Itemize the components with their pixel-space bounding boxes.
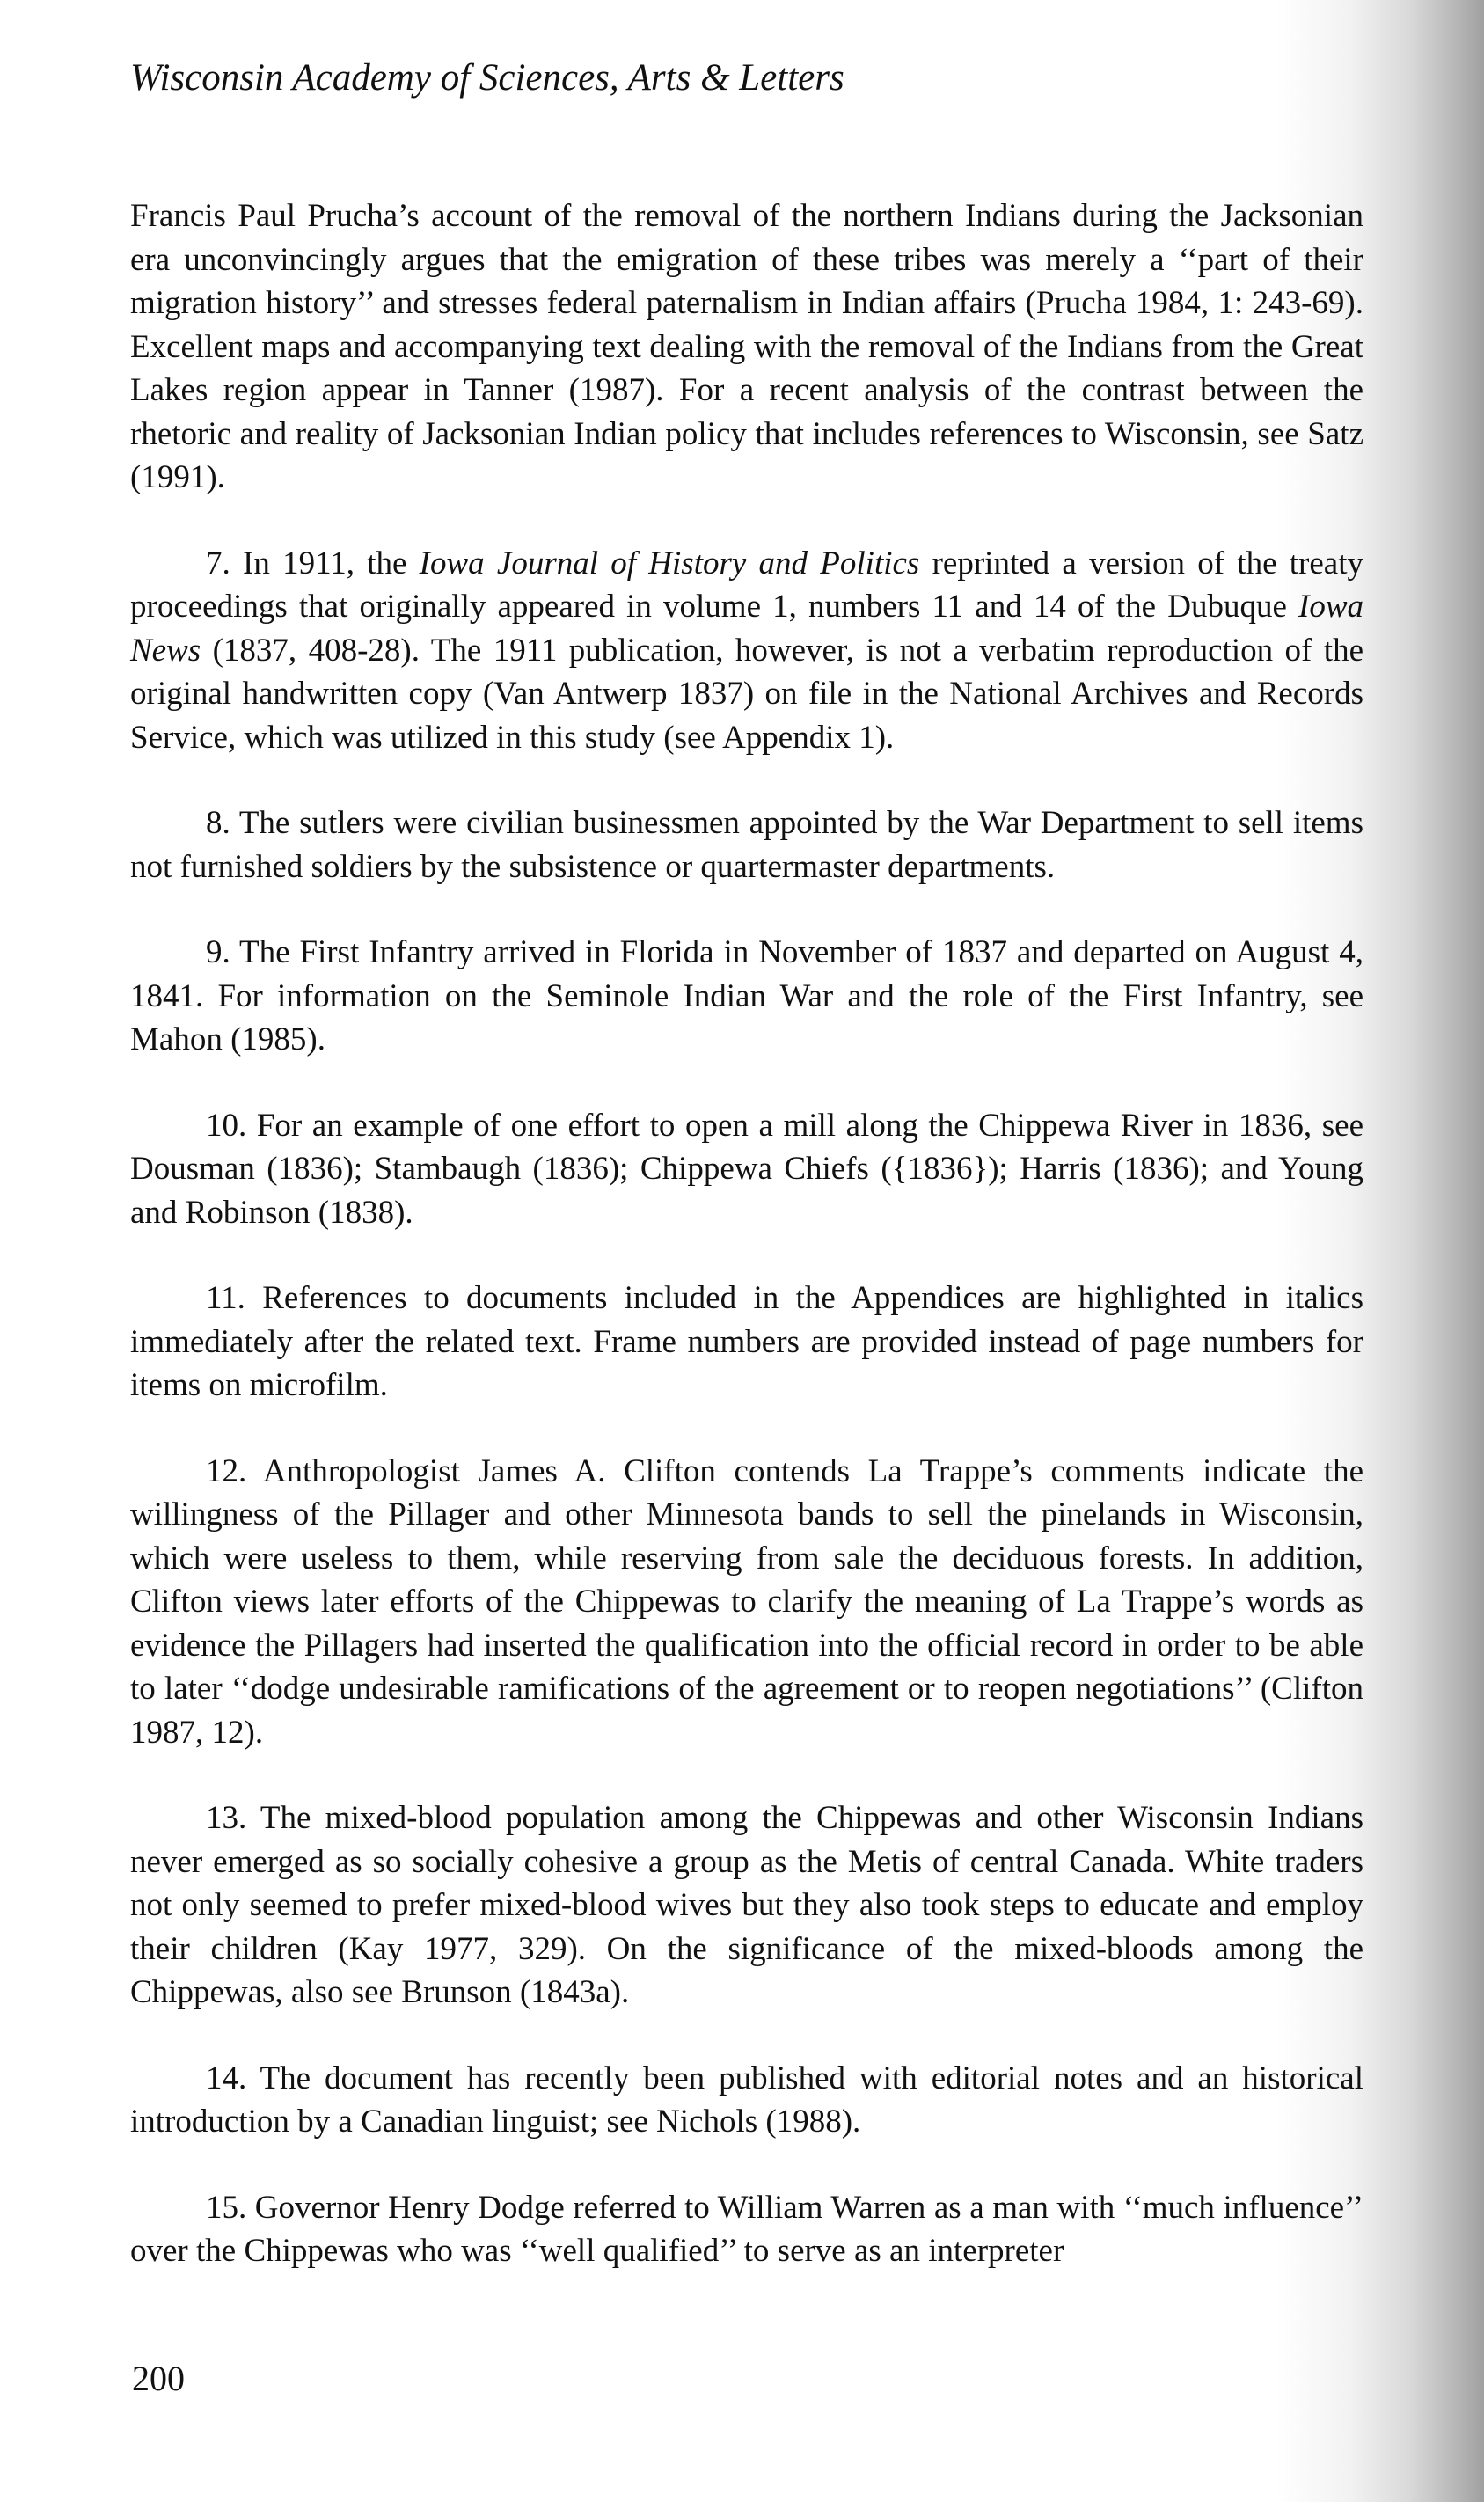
note-12: 12. Anthropologist James A. Clifton contends La Trappe’s comments indicate the willingness of the Pillager and other Minnesota bands to sell the pinelands in Wisconsin, which were useless to them, while reserving from sale the deciduous forests. In addition, Clifton views later efforts of the Chippewas to clarify the meaning of La Trappe’s words as evidence the Pillagers had inserted the qualification into the official record in order to be able to later ‘‘dodge undesirable ramifications of the agreement or to reopen negotiations’’ (Clifton 1987, 12). (130, 1452, 1363, 1751)
note-14: 14. The document has recently been published with editorial notes and an historical introduction by a Canadian linguist; see Nichols (1988). (130, 2059, 1363, 2140)
note-15: 15. Governor Henry Dodge referred to William Warren as a man with ‘‘much influence’’ over the Chippewas who was ‘‘well qualified’’ to serve as an interpreter (130, 2189, 1363, 2269)
note-7-text-after: (1837, 408-28). The 1911 publication, however, is not a verbatim reproduction of the original handwritten copy (Van Antwerp 1837) on file in the National Archives and Records Service, which was utilized in this study (see Appendix 1). (130, 632, 1363, 756)
note-10: 10. For an example of one effort to open a mill along the Chippewa River in 1836, see Dousman (1836); Stambaugh (1836); Chippewa Chiefs ({1836}); Harris (1836); and Young and Robinson (1838). (130, 1107, 1363, 1231)
note-13: 13. The mixed-blood population among the Chippewas and other Wisconsin Indians never emerged as so socially cohesive a group as the Metis of central Canada. White traders not only seemed to prefer mixed-blood wives but they also took steps to educate and employ their children (Kay 1977, 329). On the significance of the mixed-bloods among the Chippewas, also see Brunson (1843a). (130, 1800, 1363, 2010)
note-7 (130, 542, 1363, 760)
note-7-newspaper-title: Iowa News (130, 589, 1363, 669)
note-7-text-middle: reprinted a version of the treaty proceedings that originally appeared in volume 1, numbers 11 and 14 of the Dubuque (130, 545, 1363, 625)
endnotes-body (130, 194, 1363, 2315)
note-7-journal-title: Iowa Journal of History and Politics (419, 545, 920, 582)
note-8: 8. The sutlers were civilian businessmen appointed by the War Department to sell items not furnished soldiers by the subsistence or quartermaster departments. (130, 805, 1363, 885)
paragraph-continued: Francis Paul Prucha’s account of the removal of the northern Indians during the Jacksonian era unconvincingly argues that the emigration of these tribes was merely a ‘‘part of their migration history’’ and stresses federal paternalism in Indian affairs (Prucha 1984, 1: 243-69). Excellent maps and accompanying text dealing with the removal of the Indians from the Great Lakes region appear in Tanner (1987). For a recent analysis of the contrast between the rhetoric and reality of Jacksonian Indian policy that includes references to Wisconsin, see Satz (1991). (130, 198, 1363, 495)
running-head: Wisconsin Academy of Sciences, Arts & Letters (130, 57, 844, 99)
note-9: 9. The First Infantry arrived in Florida in November of 1837 and departed on August 4, 1841. For information on the Seminole Indian War and the role of the First Infantry, see Mahon (1985). (130, 934, 1363, 1057)
note-11: 11. References to documents included in the Appendices are highlighted in italics immediately after the related text. Frame numbers are provided instead of page numbers for items on microfilm. (130, 1280, 1363, 1403)
note-7-text-before: 7. In 1911, the (206, 545, 420, 582)
page-number: 200 (132, 2359, 185, 2398)
